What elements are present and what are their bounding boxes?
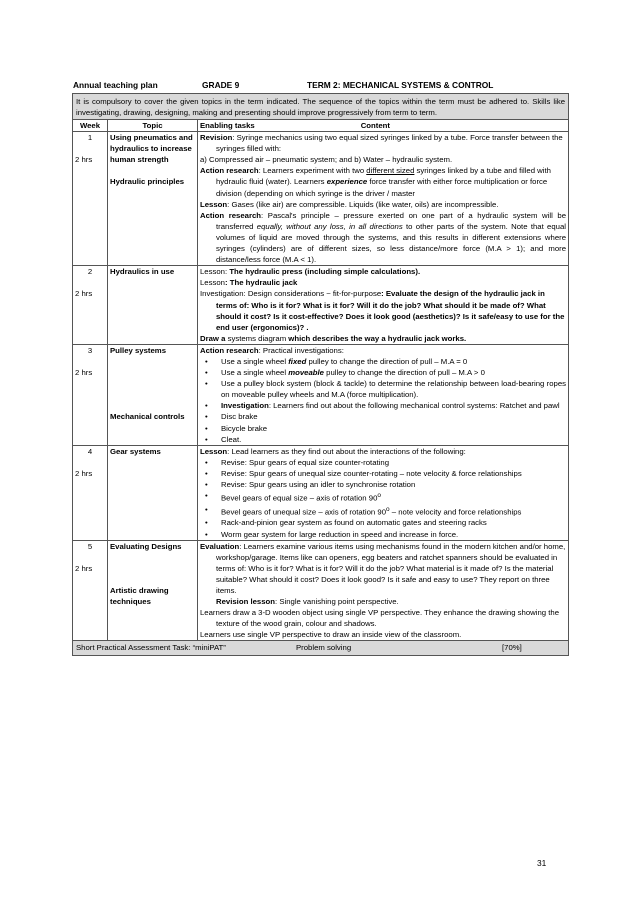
list-item: • Use a pulley block system (block & tackle) to determine the relationship between load-bearing ropes on moveable pulley wheels and M.A (force multiplication). — [200, 378, 566, 400]
content-cell: Lesson: Lead learners as they find out about the interactions of the following: • Revise: Spur gears of equal size counter-rotating • Revise: Spur gears of unequal size counter-rotating – note velocity & force relationships • Revise: Spur gears using an idler to synchronise rotation • Bevel gears of equal size – axis of rotation 90$^o$ • Bevel gears of unequal size – axis of rotation 90$^o$ – note velocity and force relationships • Rack-and-pinion gear system as found on automatic gates and steering racks • Worm gear system for large reduction in speed and increase in force. — [198, 445, 569, 540]
term-label: TERM 2: MECHANICAL SYSTEMS & CONTROL — [307, 80, 494, 90]
assessment-skill: Problem solving — [296, 643, 352, 653]
week-number: 1 — [87, 133, 93, 143]
table-row — [73, 540, 569, 641]
plan-label: Annual teaching plan — [73, 80, 158, 90]
list-item: • Bevel gears of equal size – axis of rotation 90$^o$ — [200, 490, 566, 504]
topic-title: Gear systems — [110, 446, 161, 456]
week-cell — [73, 132, 108, 266]
content-cell: Action research: Practical investigations: • Use a single wheel fixed pulley to change the direction of pull – M.A = 0 • Use a single wheel moveable pulley to change the direction of pull – M.A > 0 • Use a pulley block system (block & tackle) to determine the relationship between load-bearing ropes on moveable pulley wheels and M.A (force multiplication). • Investigation: Learners find out about the following mechanical control systems: Ratchet and pawl • Disc brake • Bicycle brake • Cleat. — [198, 344, 569, 445]
list-item: • Rack-and-pinion gear system as found on automatic gates and steering racks — [200, 517, 566, 528]
list-item: • Use a single wheel moveable pulley to change the direction of pull – M.A > 0 — [200, 367, 566, 378]
content-cell: Revision: Syringe mechanics using two equal sized syringes linked by a tube. Force transfer between the syringes filled with: a) Compressed air – pneumatic system; and b) Water – hydraulic system. Action research: Learners experiment with two different sized syringes linked by a tube and filled with hydraulic fluid (water). Learners experience force transfer with either force multiplication or force division (depending on which syringe is the driver / master Lesson: Gases (like air) are compressible. Liquids (like water, oils) are incompressible. Action research: Pascal's principle – pressure exerted on one part of a hydraulic system will be transferred equally, without any loss, in all directions to other parts of the system. Note that equal volumes of liquid are moved through the systems, and this results in different extensions where syringes (cylinders) are of different sizes, so less distance/more force (M.A > 1); and more distance/less force (M.A < 1). — [198, 132, 569, 266]
topic-cell — [108, 344, 198, 445]
teaching-plan-table — [72, 93, 569, 656]
topic-cell — [108, 266, 198, 345]
topic-cell — [108, 132, 198, 266]
week-cell — [73, 344, 108, 445]
topic-title: Using pneumatics and hydraulics to increase human strength — [110, 133, 193, 165]
topic-title: Pulley systems — [110, 345, 167, 355]
list-item: • Bevel gears of unequal size – axis of rotation 90$^o$ – note velocity and force relationships — [200, 504, 566, 518]
list-item: • Revise: Spur gears using an idler to synchronise rotation — [200, 479, 566, 490]
topic-title: Evaluating Designs — [110, 541, 182, 551]
week-cell — [73, 540, 108, 641]
table-row — [73, 445, 569, 540]
notice-row — [73, 94, 569, 120]
column-enabling: Enabling tasks — [200, 121, 255, 130]
topic-title: Mechanical controls — [110, 412, 185, 422]
assessment-cell — [73, 641, 569, 655]
week-hours: 2 hrs — [75, 155, 93, 165]
list-item: • Revise: Spur gears of equal size counter-rotating — [200, 457, 566, 468]
notice-text: It is compulsory to cover the given topics in the term indicated. The sequence of the topics within the term must be adhered to. Skills like investigating, drawing, designing, making and presenting should improve progressively from term to term. — [73, 94, 569, 120]
column-topic: Topic — [108, 120, 198, 132]
week-number: 4 — [87, 446, 93, 456]
column-week: Week — [73, 120, 108, 132]
page-number: 31 — [537, 858, 547, 868]
list-item: • Investigation: Learners find out about the following mechanical control systems: Ratchet and pawl — [200, 400, 566, 411]
table-row — [73, 132, 569, 266]
week-number: 5 — [87, 541, 93, 551]
content-cell: Evaluation: Learners examine various items using mechanisms found in the modern kitchen and/or home, workshop/garage. Items like can openers, egg beaters and ratchet spanners should be evaluated in terms of: Who is it for? What is it for? Will it do the job? What material is it made of? Is the material suitable? What should it cost? Does it look good? Is it safe and easy to use? They report on three items. Revision lesson: Single vanishing point perspective. Learners draw a 3-D wooden object using single VP perspective. They enhance the drawing showing the texture of the wood grain, colour and shadows. Learners use single VP perspective to draw an inside view of the classroom. — [198, 540, 569, 641]
topic-title: Hydraulics in use — [110, 267, 175, 277]
list-item: • Bicycle brake — [200, 423, 566, 434]
week-hours: 2 hrs — [75, 563, 93, 573]
column-content: Content — [360, 121, 390, 130]
list-item: • Disc brake — [200, 411, 566, 422]
topic-cell — [108, 445, 198, 540]
list-item: • Use a single wheel fixed pulley to change the direction of pull – M.A = 0 — [200, 356, 566, 367]
list-item: • Revise: Spur gears of unequal size counter-rotating – note velocity & force relationships — [200, 468, 566, 479]
topic-title: Hydraulic principles — [110, 177, 185, 187]
grade-label: GRADE 9 — [202, 80, 240, 90]
list-item: • Worm gear system for large reduction in speed and increase in force. — [200, 529, 566, 540]
week-cell — [73, 266, 108, 345]
footer-row — [73, 641, 569, 655]
week-cell — [73, 445, 108, 540]
week-number: 3 — [87, 345, 93, 355]
list-item: • Cleat. — [200, 434, 566, 445]
week-hours: 2 hrs — [75, 289, 93, 299]
content-cell: Lesson: The hydraulic press (including simple calculations). Lesson: The hydraulic jack Investigation: Design considerations ~ fit-for-purpose: Evaluate the design of the hydraulic jack in terms of: Who is it for? What is it for? Will it do the job? What should it be made of? What should it cost? Is it cost-effective? Does it look good (aesthetics)? Is it safe/easy to use for the end user (ergonomics)? . Draw a systems diagram which describes the way a hydraulic jack works. — [198, 266, 569, 345]
week-number: 2 — [87, 267, 93, 277]
week-hours: 2 hrs — [75, 368, 93, 378]
table-row — [73, 344, 569, 445]
topic-title: Artistic drawing techniques — [110, 586, 169, 607]
assessment-weight: [70%] — [502, 643, 522, 653]
assessment-task: Short Practical Assessment Task: “miniPAT” — [76, 643, 226, 653]
topic-cell — [108, 540, 198, 641]
column-enabling-content — [198, 120, 569, 132]
column-header-row — [73, 120, 569, 132]
table-row — [73, 266, 569, 345]
week-hours: 2 hrs — [75, 468, 93, 478]
page-header — [73, 80, 567, 92]
